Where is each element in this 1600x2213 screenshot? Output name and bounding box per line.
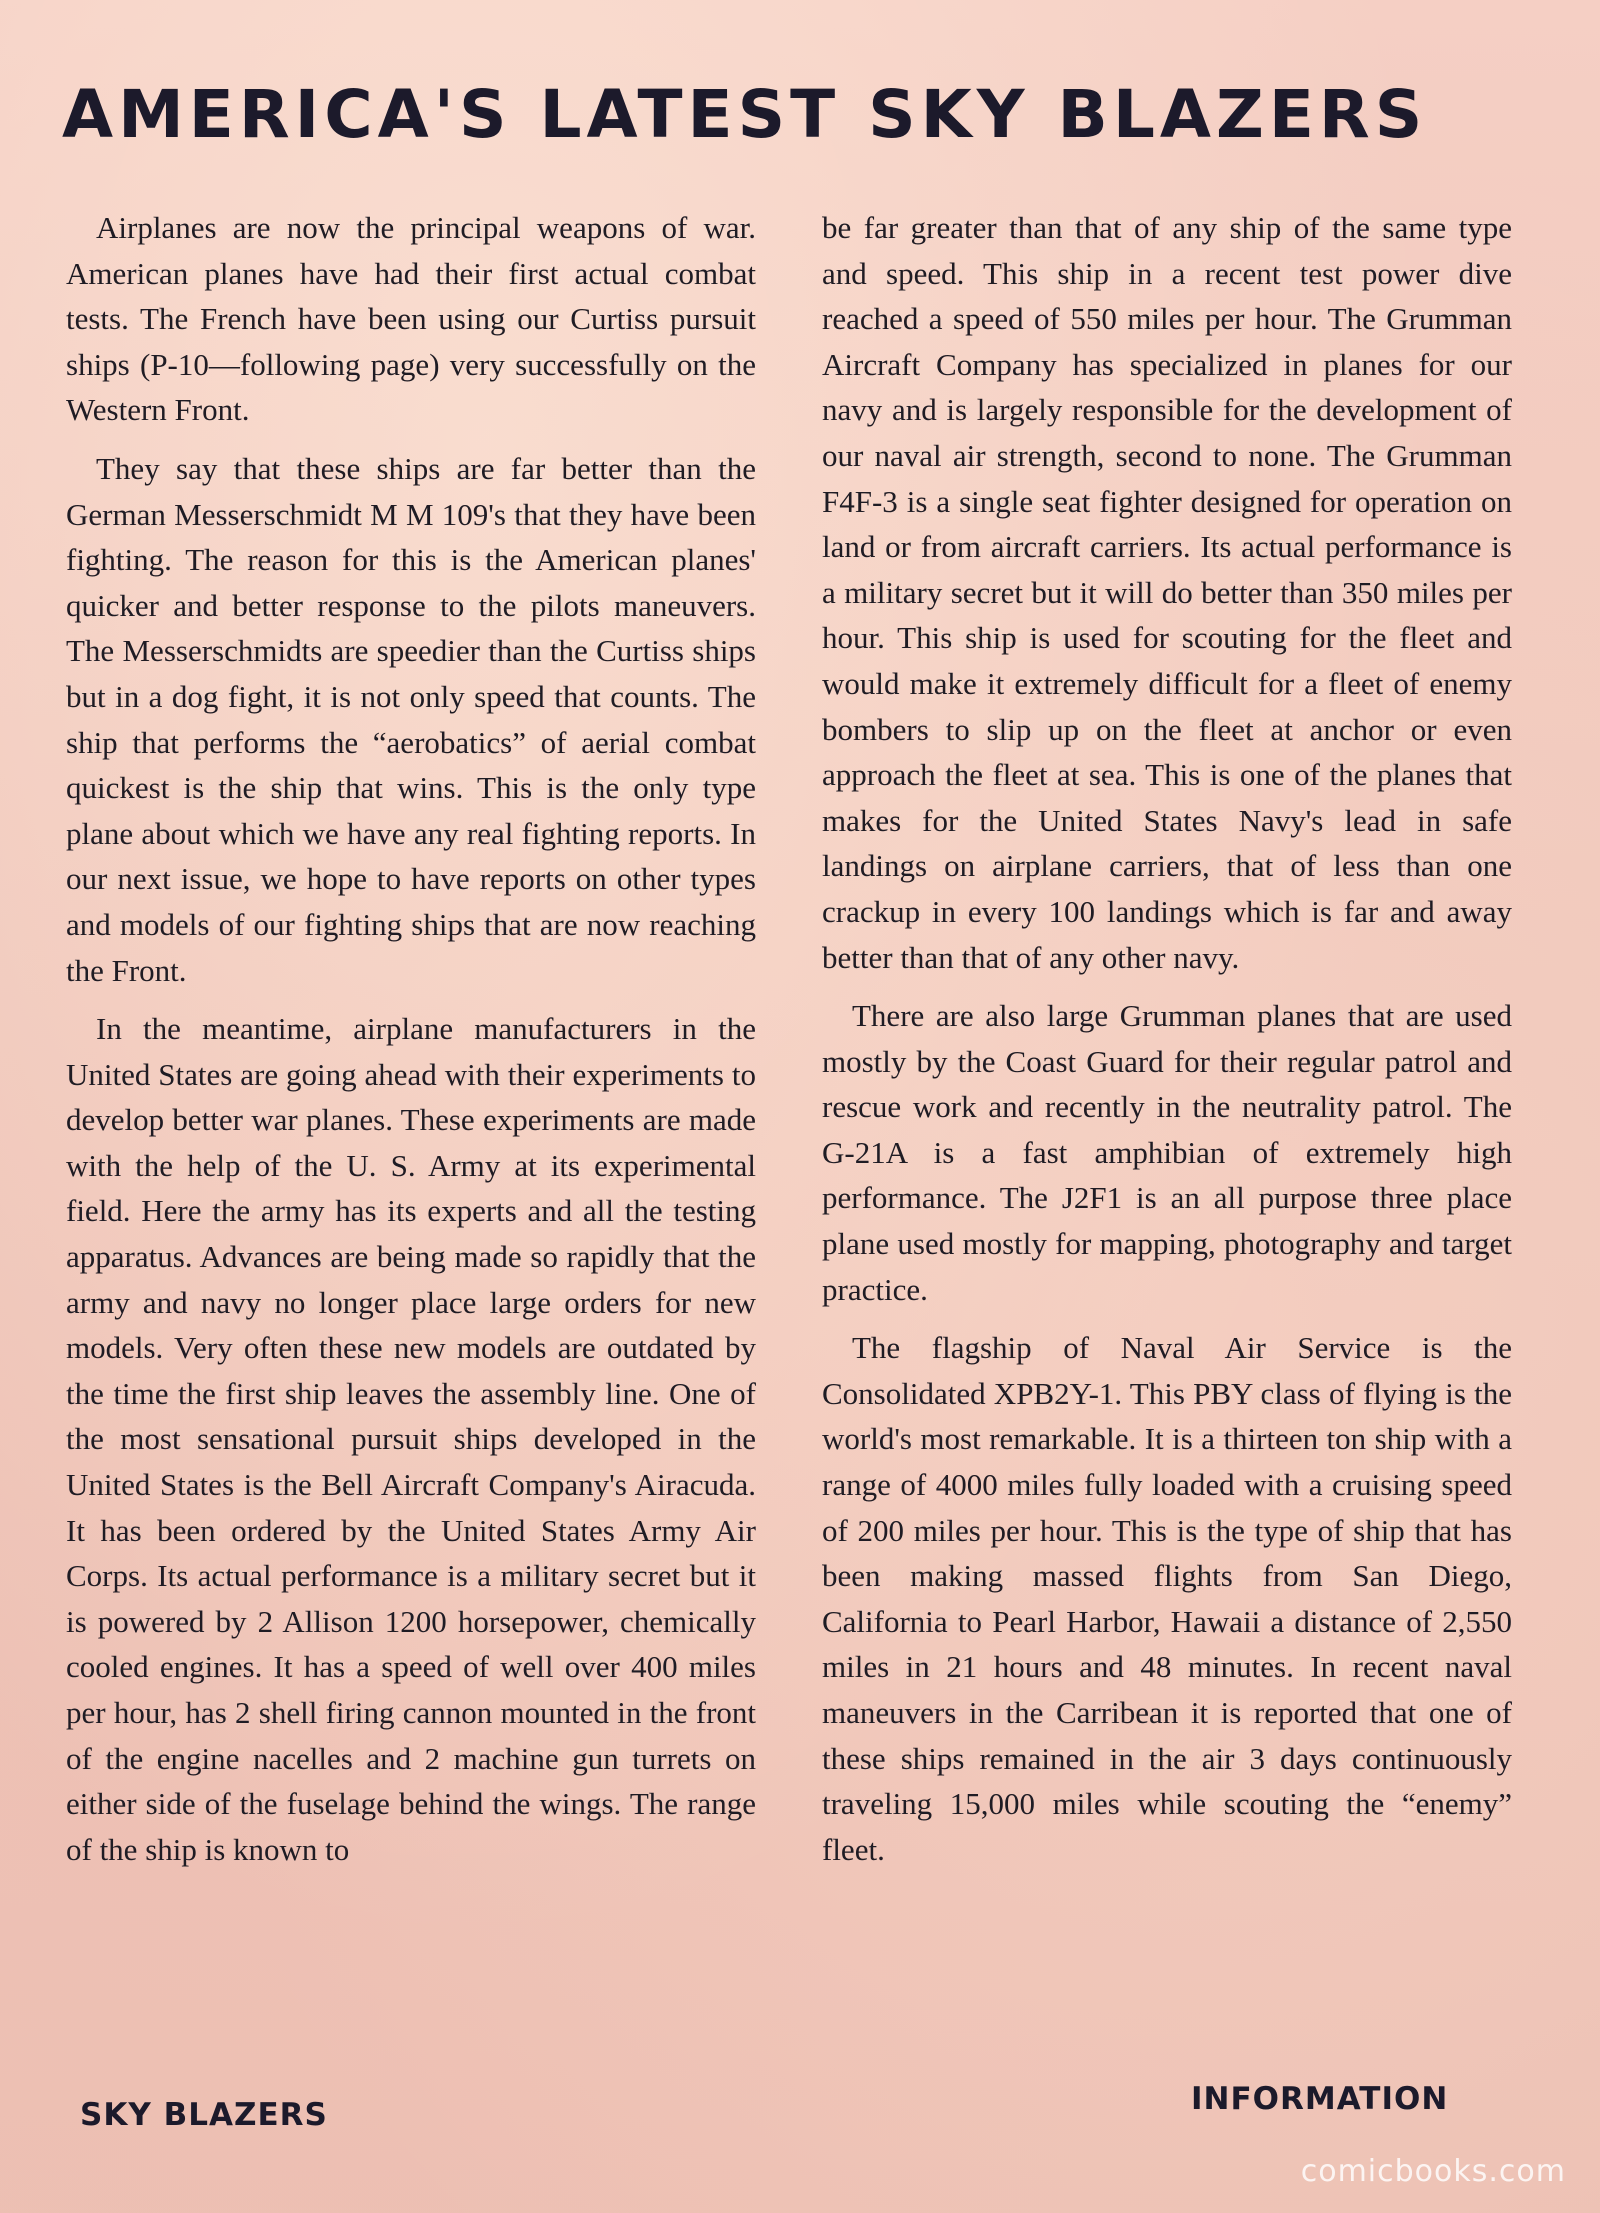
paragraph-2: They say that these ships are far better than the German Messerschmidt M M 109's that they have been fighting. The reason for this is the American planes' quicker and better response to the pilots maneuvers. The Messerschmidts are speedier than the Curtiss ships but in a dog fight, it is not only speed that counts. The ship that performs the “aerobatics” of aerial combat quickest is the ship that wins. This is the only type plane about which we have any real fighting reports. In our next issue, we hope to have reports on other types and models of our fighting ships that are now reaching the Front. [66,450,756,988]
paragraph-3-continued: be far greater than that of any ship of the same type and speed. This ship in a recent test power dive reached a speed of 550 miles per hour. The Grumman Aircraft Company has specialized in planes for our navy and is largely responsible for the development of our naval air strength, second to none. The Grumman F4F-3 is a single seat fighter designed for operation on land or from aircraft carriers. Its actual performance is a military secret but it will do better than 350 miles per hour. This ship is used for scouting for the fleet and would make it extremely difficult for a fleet of enemy bombers to slip up on the fleet at anchor or even approach the fleet at sea. This is one of the planes that makes for the United States Navy's lead in safe landings on airplane carriers, that of less than one crackup in every 100 landings which is far and away better than that of any other navy. [822,210,1512,975]
paragraph-3: In the meantime, airplane manufacturers in the United States are going ahead with their experiments to develop better war planes. These experiments are made with the help of the U. S. Army at its experimental field. Here the army has its experts and all the testing apparatus. Advances are being made so rapidly that the army and navy no longer place large orders for new models. Very often these new models are outdated by the time the first ship leaves the assembly line. One of the most sensational pursuit ships developed in the United States is the Bell Aircraft Company's Airacuda. It has been ordered by the United States Army Air Corps. Its actual performance is a military secret but it is powered by 2 Allison 1200 horsepower, chemically cooled engines. It has a speed of well over 400 miles per hour, has 2 shell firing cannon mounted in the front of the engine nacelles and 2 machine gun turrets on either side of the fuselage behind the wings. The range of the ship is known to [66,1011,756,1867]
watermark: comicbooks.com [1300,2154,1566,2189]
right-column [822,205,1512,1885]
footer-section-label: INFORMATION [1191,2081,1449,2117]
paragraph-5: The flagship of Naval Air Service is the Consolidated XPB2Y-1. This PBY class of flying is the world's most remarkable. It is a thirteen ton ship with a range of 4000 miles fully loaded with a cruising speed of 200 miles per hour. This is the type of ship that has been making massed flights from San Diego, California to Pearl Harbor, Hawaii a distance of 2,550 miles in 21 hours and 48 minutes. In recent naval maneuvers in the Carribean it is reported that one of these ships remained in the air 3 days continuously traveling 15,000 miles while scouting the “enemy” fleet. [822,1330,1512,1867]
paragraph-1: Airplanes are now the principal weapons of war. American planes have had their first actual combat tests. The French have been using our Curtiss pursuit ships (P-10—following page) very successfully on the Western Front. [66,210,756,428]
footer-magazine-title: SKY BLAZERS [80,2097,328,2133]
page-title: AMERICA'S LATEST SKY BLAZERS [62,76,1428,153]
paragraph-4: There are also large Grumman planes that are used mostly by the Coast Guard for their regular patrol and rescue work and recently in the neutrality patrol. The G-21A is a fast amphibian of extremely high performance. The J2F1 is an all purpose three place plane used mostly for mapping, photography and target practice. [822,998,1512,1307]
left-column [66,205,756,1885]
